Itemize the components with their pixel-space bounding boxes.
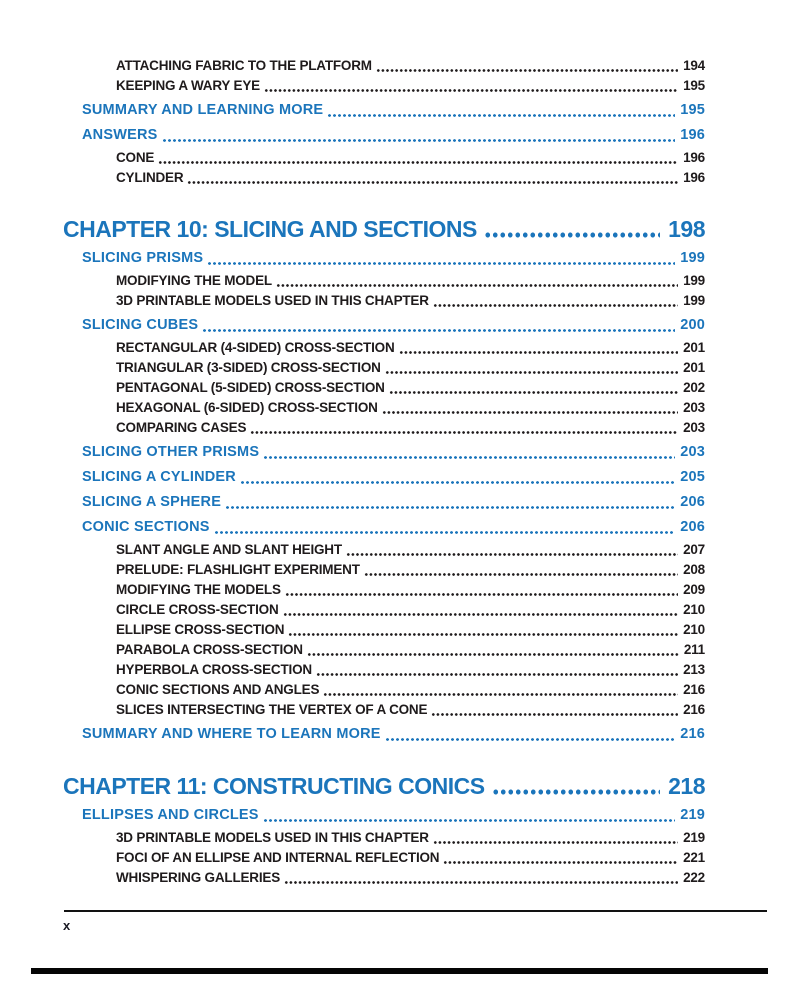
dot-leader bbox=[202, 314, 675, 336]
toc-entry-label: SLICING CUBES bbox=[82, 317, 199, 333]
toc-entry-label: PARABOLA CROSS-SECTION bbox=[116, 642, 303, 657]
toc-entry-label: RECTANGULAR (4-SIDED) CROSS-SECTION bbox=[116, 340, 395, 355]
dot-leader bbox=[327, 99, 675, 121]
toc-entry-label: MODIFYING THE MODEL bbox=[116, 273, 272, 288]
dot-leader bbox=[158, 148, 678, 168]
toc-entry bbox=[116, 540, 705, 560]
toc-entry-label: MODIFYING THE MODELS bbox=[116, 582, 281, 597]
toc-entry-label: 3D PRINTABLE MODELS USED IN THIS CHAPTER bbox=[116, 830, 429, 845]
toc-entry-label: WHISPERING GALLERIES bbox=[116, 870, 281, 885]
toc-entry-page-number: 203 bbox=[683, 420, 705, 435]
dot-leader bbox=[276, 271, 678, 291]
toc-entry-page-number: 194 bbox=[683, 58, 705, 73]
toc-entry-label: SLICING PRISMS bbox=[82, 250, 204, 266]
toc-entry bbox=[116, 76, 705, 96]
dot-leader bbox=[284, 868, 678, 888]
toc-entry bbox=[116, 56, 705, 76]
toc-entry-label: PRELUDE: FLASHLIGHT EXPERIMENT bbox=[116, 562, 360, 577]
dot-leader bbox=[285, 580, 678, 600]
toc-entry-page-number: 211 bbox=[683, 642, 705, 657]
dot-leader bbox=[323, 680, 678, 700]
toc-entry-page-number: 207 bbox=[683, 542, 705, 557]
dot-leader bbox=[431, 700, 678, 720]
dot-leader bbox=[492, 771, 661, 801]
dot-leader bbox=[443, 848, 678, 868]
toc-entry-label: FOCI OF AN ELLIPSE AND INTERNAL REFLECTION bbox=[116, 850, 440, 865]
toc-entry-page-number: 210 bbox=[683, 602, 705, 617]
toc-entry bbox=[82, 804, 705, 826]
toc-entry-page-number: 195 bbox=[683, 78, 705, 93]
toc-entry bbox=[116, 291, 705, 311]
bottom-page-edge-bar bbox=[31, 968, 768, 974]
toc-entry-page-number: 210 bbox=[683, 622, 705, 637]
toc-entry-page-number: 218 bbox=[668, 773, 705, 799]
dot-leader bbox=[283, 600, 679, 620]
dot-leader bbox=[389, 378, 678, 398]
toc-entry-label: SLICING A CYLINDER bbox=[82, 469, 236, 485]
dot-leader bbox=[307, 640, 679, 660]
toc-entry bbox=[116, 271, 705, 291]
toc-entry bbox=[116, 398, 705, 418]
toc-entry bbox=[116, 418, 705, 438]
toc-entry-label: SLICING A SPHERE bbox=[82, 494, 222, 510]
toc-entry bbox=[116, 148, 705, 168]
toc-entry-page-number: 203 bbox=[683, 400, 705, 415]
toc-entry-label: CIRCLE CROSS-SECTION bbox=[116, 602, 279, 617]
toc-entry bbox=[82, 466, 705, 488]
toc-entry-page-number: 216 bbox=[680, 726, 705, 742]
page-number-folio: x bbox=[63, 918, 71, 933]
toc-entry-label: CONIC SECTIONS AND ANGLES bbox=[116, 682, 320, 697]
toc-entry bbox=[116, 560, 705, 580]
toc-entry-page-number: 202 bbox=[683, 380, 705, 395]
toc-entry bbox=[116, 600, 705, 620]
dot-leader bbox=[433, 828, 678, 848]
toc-entry-page-number: 221 bbox=[683, 850, 705, 865]
toc-entry-label: HEXAGONAL (6-SIDED) CROSS-SECTION bbox=[116, 400, 378, 415]
toc-entry-label: CYLINDER bbox=[116, 170, 184, 185]
toc-entry-page-number: 206 bbox=[680, 519, 705, 535]
toc-entry bbox=[82, 124, 705, 146]
toc-entry bbox=[116, 700, 705, 720]
toc-entry-label: SLANT ANGLE AND SLANT HEIGHT bbox=[116, 542, 342, 557]
dot-leader bbox=[225, 491, 675, 513]
dot-leader bbox=[316, 660, 678, 680]
toc-entry bbox=[116, 580, 705, 600]
toc-entry-label: TRIANGULAR (3-SIDED) CROSS-SECTION bbox=[116, 360, 381, 375]
toc-entry bbox=[116, 620, 705, 640]
toc-entry-page-number: 205 bbox=[680, 469, 705, 485]
toc-entry bbox=[116, 828, 705, 848]
dot-leader bbox=[250, 418, 678, 438]
toc-entry-page-number: 196 bbox=[683, 170, 705, 185]
toc-entry-label: CHAPTER 10: SLICING AND SECTIONS bbox=[63, 216, 477, 242]
toc-entry-page-number: 199 bbox=[683, 273, 705, 288]
dot-leader bbox=[399, 338, 679, 358]
dot-leader bbox=[433, 291, 678, 311]
toc-entry-page-number: 216 bbox=[683, 702, 705, 717]
toc-entry bbox=[82, 491, 705, 513]
toc-entry-page-number: 201 bbox=[683, 340, 705, 355]
toc-entry-page-number: 209 bbox=[683, 582, 705, 597]
dot-leader bbox=[263, 804, 676, 826]
toc-entry-page-number: 219 bbox=[680, 807, 705, 823]
dot-leader bbox=[346, 540, 678, 560]
toc-entry bbox=[116, 338, 705, 358]
footer-rule bbox=[64, 910, 767, 912]
toc-entry-page-number: 200 bbox=[680, 317, 705, 333]
dot-leader bbox=[207, 247, 675, 269]
toc-entry-page-number: 219 bbox=[683, 830, 705, 845]
toc-entry-label: CONIC SECTIONS bbox=[82, 519, 210, 535]
toc-entry bbox=[116, 168, 705, 188]
toc-entry-label: SUMMARY AND WHERE TO LEARN MORE bbox=[82, 726, 381, 742]
toc-entry-page-number: 195 bbox=[680, 102, 705, 118]
dot-leader bbox=[162, 124, 676, 146]
toc-entry bbox=[82, 516, 705, 538]
toc-entry-label: ATTACHING FABRIC TO THE PLATFORM bbox=[116, 58, 372, 73]
toc-entry bbox=[116, 358, 705, 378]
toc-entry bbox=[82, 723, 705, 745]
toc-entry-page-number: 222 bbox=[683, 870, 705, 885]
dot-leader bbox=[376, 56, 678, 76]
toc-entry bbox=[116, 378, 705, 398]
toc-entry-label: PENTAGONAL (5-SIDED) CROSS-SECTION bbox=[116, 380, 385, 395]
toc-entry-page-number: 201 bbox=[683, 360, 705, 375]
toc-entry-page-number: 213 bbox=[683, 662, 705, 677]
toc-entry-label: ANSWERS bbox=[82, 127, 158, 143]
toc-entry bbox=[116, 848, 705, 868]
toc-entry-label: COMPARING CASES bbox=[116, 420, 247, 435]
toc-entry-page-number: 198 bbox=[668, 216, 705, 242]
toc-entry-page-number: 199 bbox=[683, 293, 705, 308]
toc-entry bbox=[116, 660, 705, 680]
dot-leader bbox=[385, 358, 678, 378]
dot-leader bbox=[187, 168, 678, 188]
toc-entry-label: CHAPTER 11: CONSTRUCTING CONICS bbox=[63, 773, 485, 799]
toc-entry-page-number: 206 bbox=[680, 494, 705, 510]
dot-leader bbox=[484, 214, 660, 244]
toc-entry-page-number: 196 bbox=[683, 150, 705, 165]
toc-entry bbox=[82, 99, 705, 121]
toc-entry-label: KEEPING A WARY EYE bbox=[116, 78, 260, 93]
toc-chapter-entry bbox=[63, 214, 705, 244]
dot-leader bbox=[264, 76, 678, 96]
toc-entry-label: SLICES INTERSECTING THE VERTEX OF A CONE bbox=[116, 702, 428, 717]
toc-entry bbox=[116, 868, 705, 888]
toc-chapter-entry bbox=[63, 771, 705, 801]
toc-entry-label: CONE bbox=[116, 150, 155, 165]
toc-entry bbox=[116, 640, 705, 660]
dot-leader bbox=[263, 441, 675, 463]
toc-entry bbox=[116, 680, 705, 700]
toc-entry-label: 3D PRINTABLE MODELS USED IN THIS CHAPTER bbox=[116, 293, 429, 308]
toc-entry bbox=[82, 314, 705, 336]
toc-entry-label: ELLIPSE CROSS-SECTION bbox=[116, 622, 285, 637]
dot-leader bbox=[364, 560, 678, 580]
dot-leader bbox=[240, 466, 675, 488]
toc-entry-page-number: 208 bbox=[683, 562, 705, 577]
dot-leader bbox=[214, 516, 676, 538]
toc-entry-label: SLICING OTHER PRISMS bbox=[82, 444, 260, 460]
table-of-contents bbox=[63, 56, 705, 888]
toc-entry-label: SUMMARY AND LEARNING MORE bbox=[82, 102, 324, 118]
toc-entry-label: HYPERBOLA CROSS-SECTION bbox=[116, 662, 312, 677]
toc-entry-label: ELLIPSES AND CIRCLES bbox=[82, 807, 259, 823]
toc-entry-page-number: 199 bbox=[680, 250, 705, 266]
toc-entry-page-number: 196 bbox=[680, 127, 705, 143]
toc-entry-page-number: 203 bbox=[680, 444, 705, 460]
dot-leader bbox=[385, 723, 676, 745]
dot-leader bbox=[382, 398, 678, 418]
dot-leader bbox=[288, 620, 678, 640]
toc-entry bbox=[82, 441, 705, 463]
toc-entry-page-number: 216 bbox=[683, 682, 705, 697]
toc-entry bbox=[82, 247, 705, 269]
